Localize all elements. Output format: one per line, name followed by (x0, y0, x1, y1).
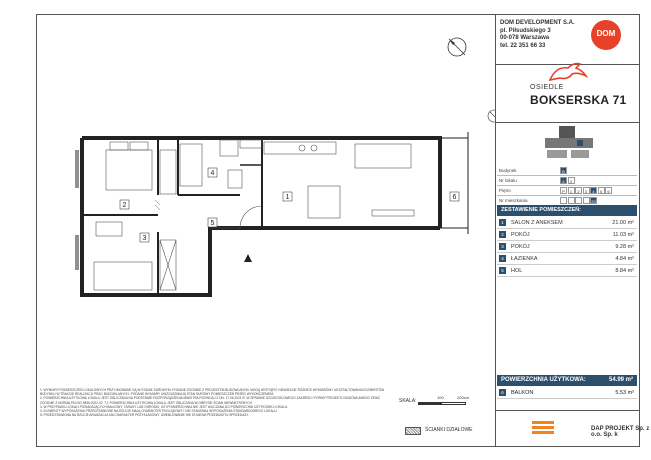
note-item: 2. POWIERZCHNIA UŻYTKOWA LOKALU JEST OBLICZANA NA PODSTAWIE ROZPORZĄDZENIA MINISTRA ROZWOJU Z DN. 17.06.2021 R. W SPRAWIE SZCZEGÓŁOWEGO ZAKRESU I FORMY PROJEKTU BUDOWLANEGO ORAZ ZGODNIE Z NORMĄ PN-ISO 9836:2022-02. TJ. POWIERZCHNIA UŻYTKOWA LOKALU JEST OBLICZANA W OBRYSIE ŚCIAN WEWNĘTRZNYCH. (40, 396, 380, 405)
horse-logo-icon (546, 58, 590, 84)
divider-line (495, 410, 640, 411)
info-cell: 2 (575, 187, 582, 194)
room-area: 8.84 m² (615, 267, 634, 274)
entrance-arrow-icon (244, 254, 252, 262)
plan-label-3: 3 (142, 235, 147, 242)
info-row-label: Budynek (499, 168, 517, 173)
estate-prefix: OSIEDLE (530, 84, 564, 91)
info-row (497, 176, 637, 186)
key-plan (537, 124, 601, 164)
info-row-label: Nr lokalu (499, 178, 517, 183)
scale-label: SKALA: (399, 398, 417, 404)
legend-label: ŚCIANKI DZIAŁOWE (425, 427, 473, 433)
panel-divider (495, 14, 496, 447)
info-row-label: Nr mieszkania (499, 198, 528, 203)
developer-street: pl. Piłsudskiego 3 (500, 27, 551, 34)
room-name: SALON Z ANEKSEM (511, 219, 563, 226)
dap-logo-icon (532, 421, 554, 438)
notes (40, 388, 395, 417)
room-num: 5 (499, 267, 506, 274)
note-item: 1. WYMIARY POMIESZCZEŃ LOKALOWYCH PRZYJMOWANE SĄ W STANIE SUROWYM. PODANE ZGODNIE Z PROJEKTEM BUDOWLANYM. MOGĄ WYSTĄPIĆ NIEWIELKIE RÓŻNICE WYMIARÓW I UKSZTAŁTOWANIA ELEMENTÓW BUDYNKU W TRAKCIE REALIZACJI PRAC BUDOWLANYCH. PODANE WYMIARY UWZGLĘDNIAJĄ STAN SUROWY POMIESZCZEŃ PRZED WYKOŃCZENIEM. (40, 388, 385, 397)
info-cell (583, 197, 590, 204)
room-row (497, 265, 637, 277)
room-name: HOL (511, 267, 523, 274)
compass-icon (448, 38, 466, 56)
info-cell (575, 197, 582, 204)
info-cell (568, 197, 575, 204)
room-area: 11.03 m² (612, 231, 634, 238)
info-row-label: Piętro (499, 188, 511, 193)
balcony-row (497, 387, 637, 399)
room-row (497, 253, 637, 265)
room-num: 4 (499, 255, 506, 262)
plan-label-5: 5 (210, 220, 215, 227)
info-cell: 6 (560, 177, 567, 184)
developer-name: DOM DEVELOPMENT S.A. (500, 20, 575, 26)
compass-icon (488, 110, 495, 122)
rooms-title: ZESTAWIENIE POMIESZCZEŃ: (497, 205, 637, 216)
scale-end: 200cm (457, 395, 470, 400)
balcony-area: 5.53 m² (615, 389, 634, 396)
dom-logo (591, 20, 621, 50)
note-item: 4. ELEMENTY WYPOSAŻENIA PRZEDSTAWIONE NA RZUCIE MAJĄ CHARAKTER POGLĄDOWY I NIE STANOWIĄ WYPOSAŻENIA STANDARDOWEGO LOKALU. (40, 409, 278, 414)
info-cell (560, 197, 567, 204)
rooms-list (497, 217, 637, 277)
room-name: ŁAZIENKA (511, 255, 538, 262)
scale-bar (418, 402, 466, 405)
balcony-name: BALKON (511, 389, 534, 396)
room-area: 21.00 m² (612, 219, 634, 226)
designer-name: DAP PROJEKT Sp. z o.o. Sp. k (591, 426, 650, 438)
room-row (497, 217, 637, 229)
room-name: POKÓJ (511, 231, 530, 238)
unit-info-table (497, 166, 637, 206)
info-cell: 20 (591, 199, 596, 204)
usable-area-value: 54.99 m² (608, 377, 633, 383)
info-row (497, 186, 637, 196)
room-row (497, 241, 637, 253)
note-item: 3. W PRZYPADKU LOKALI POSIADAJĄCYCH BALKONY, TARASY LUB OGRÓDKI, ICH POWIERZCHNIA NIE JEST WLICZANA DO POWIERZCHNI UŻYTKOWEJ LOKALU. (40, 404, 289, 409)
room-num: 3 (499, 243, 506, 250)
info-cell: 4 (590, 187, 597, 194)
room-name: POKÓJ (511, 243, 530, 250)
info-cell: P (560, 187, 567, 194)
developer-city: 00-078 Warszawa (500, 35, 550, 41)
plan-label-1: 1 (285, 194, 290, 201)
room-row (497, 229, 637, 241)
room-num: 1 (499, 219, 506, 226)
info-cell: 3 (583, 187, 590, 194)
plan-label-6: 6 (452, 194, 457, 201)
dom-logo-text: DOM (596, 29, 616, 38)
developer-info (500, 20, 575, 50)
room-num: 2 (499, 231, 506, 238)
divider-line (495, 122, 640, 123)
info-cell: 3 (568, 177, 575, 184)
room-area: 4.84 m² (615, 255, 634, 262)
balcony-num: 6 (499, 389, 506, 396)
info-cell: 6 (605, 187, 612, 194)
note-item: 5. PRZEDSTAWIONA NA RZUCIE ARANŻACJA MA CHARAKTER PRZYKŁADOWY, UMEBLOWANIE NIE STANOWI PRZEDMIOTU SPRZEDAŻY. (40, 413, 249, 418)
usable-area-label: POWIERZCHNIA UŻYTKOWA: (501, 377, 586, 383)
scale-mid: 100 (437, 395, 444, 400)
info-cell: 1 (568, 187, 575, 194)
estate-name: BOKSERSKA 71 (530, 93, 627, 107)
plan-label-4: 4 (210, 170, 215, 177)
developer-phone: tel. 22 351 66 33 (500, 42, 546, 49)
info-cell: 5 (598, 187, 605, 194)
plan-label-2: 2 (122, 202, 127, 209)
usable-area (497, 375, 637, 386)
legend-swatch (405, 427, 421, 435)
room-area: 9.28 m² (615, 243, 634, 250)
info-cell: B (560, 167, 567, 174)
info-row (497, 166, 637, 176)
